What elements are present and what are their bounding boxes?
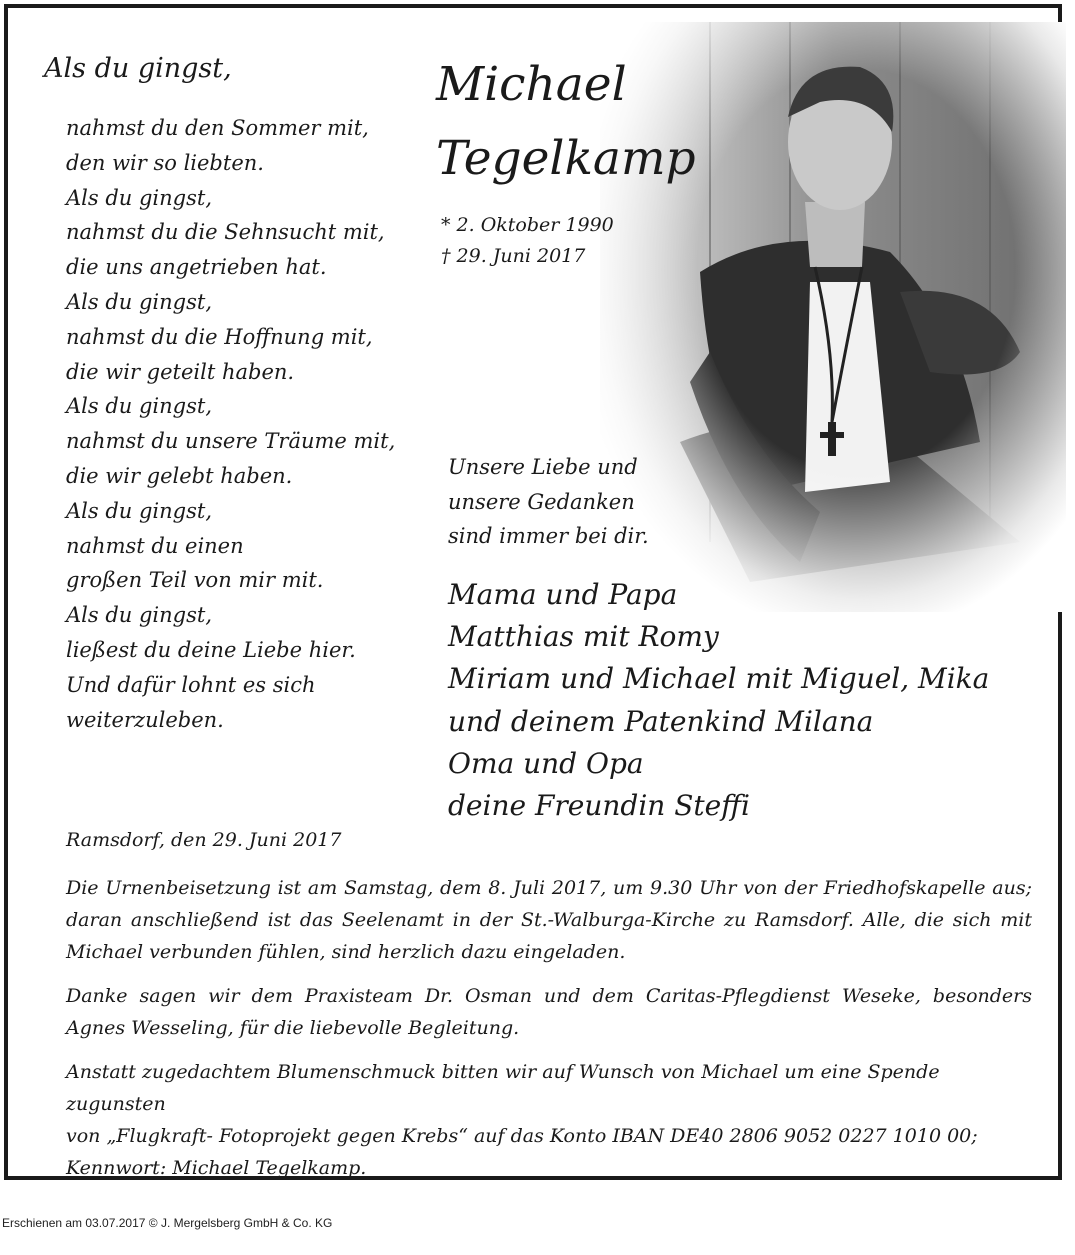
donation-line: von „Flugkraft- Fotoprojekt gegen Krebs“ auf das Konto IBAN DE40 2806 9052 0227 1010 00; [66, 1125, 978, 1147]
poem-line: Und dafür lohnt es sich [66, 672, 316, 697]
love-line: sind immer bei dir. [448, 524, 649, 548]
poem-line: die wir gelebt haben. [66, 463, 293, 488]
publication-footer: Erschienen am 03.07.2017 © J. Mergelsberg GmbH & Co. KG [2, 1216, 333, 1230]
love-message [448, 450, 649, 554]
poem-line: die uns angetrieben hat. [66, 255, 327, 280]
poem-line: den wir so liebten. [66, 150, 264, 175]
family-list [448, 574, 989, 827]
family-member: Miriam und Michael mit Miguel, Mika [448, 662, 990, 696]
family-member: Mama und Papa [448, 578, 678, 611]
last-name: Tegelkamp [436, 131, 696, 186]
poem-line: Als du gingst, [66, 603, 212, 628]
burial-info: Die Urnenbeisetzung ist am Samstag, dem 8. Juli 2017, um 9.30 Uhr von der Friedhofskapelle aus; daran anschließend ist das Seelenamt in der St.-Walburga-Kirche zu Ramsdorf. Alle, die sich mit Michael verbunden fühlen, sind herzlich dazu eingeladen. [66, 877, 1032, 963]
poem-line: die wir geteilt haben. [66, 359, 295, 384]
love-line: unsere Gedanken [448, 489, 635, 514]
poem-opening: Als du gingst, [44, 53, 232, 84]
poem-line: nahmst du die Hoffnung mit, [66, 324, 373, 349]
poem-line: nahmst du den Sommer mit, [66, 116, 369, 140]
obituary-frame [4, 4, 1062, 1180]
place-date: Ramsdorf, den 29. Juni 2017 [66, 829, 342, 851]
family-member: und deinem Patenkind Milana [448, 704, 874, 738]
poem-line: nahmst du die Sehnsucht mit, [66, 220, 385, 245]
deceased-name [436, 48, 696, 196]
donation-line: Anstatt zugedachtem Blumenschmuck bitten wir auf Wunsch von Michael um eine Spende zugunsten [66, 1061, 940, 1115]
poem-line: Als du gingst, [66, 394, 212, 419]
poem-line: weiterzuleben. [66, 707, 224, 732]
death-date: † 29. Juni 2017 [441, 245, 586, 267]
birth-date: * 2. Oktober 1990 [441, 214, 614, 236]
poem [66, 111, 395, 737]
first-name: Michael [436, 57, 627, 112]
love-line: Unsere Liebe und [448, 455, 638, 479]
poem-line: Als du gingst, [66, 289, 212, 314]
life-dates [441, 210, 614, 272]
poem-line: ließest du deine Liebe hier. [66, 637, 356, 662]
poem-line: Als du gingst, [66, 498, 212, 523]
poem-line: Als du gingst, [66, 185, 212, 210]
donation-note [66, 1056, 1032, 1184]
family-member: Oma und Opa [448, 746, 644, 780]
family-member: Matthias mit Romy [448, 620, 719, 654]
donation-line: Kennwort: Michael Tegelkamp. [66, 1157, 367, 1179]
family-member: deine Freundin Steffi [448, 789, 751, 823]
poem-line: großen Teil von mir mit. [66, 568, 324, 593]
poem-line: nahmst du einen [66, 533, 244, 558]
thanks-note: Danke sagen wir dem Praxisteam Dr. Osman und dem Caritas-Pflegdienst Weseke, besonders Agnes Wesseling, für die liebevolle Begleitung. [66, 985, 1032, 1039]
poem-line: nahmst du unsere Träume mit, [66, 429, 396, 454]
